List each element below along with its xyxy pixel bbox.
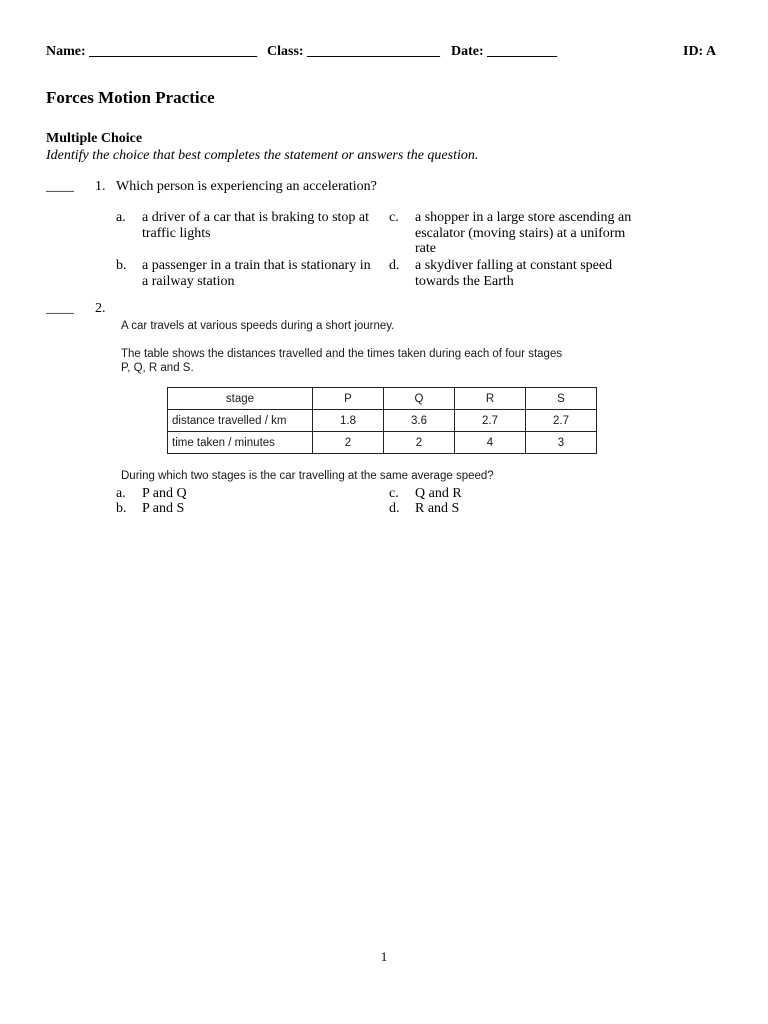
answer-blank[interactable]: ____ — [46, 179, 74, 194]
choice-text-line: a shopper in a large store ascending an — [415, 210, 632, 225]
choice-text-line: towards the Earth — [415, 273, 514, 289]
table-header-cell: R — [455, 388, 526, 410]
worksheet-header — [46, 44, 722, 62]
stage-table — [167, 387, 597, 454]
section-heading: Multiple Choice — [46, 131, 143, 146]
figure-table-intro — [121, 347, 662, 375]
question-number: 2. — [95, 301, 106, 316]
table-row — [168, 410, 597, 432]
table-row — [168, 432, 597, 454]
choice-text: P and S — [142, 501, 185, 516]
choice-text-line: rate — [415, 241, 436, 256]
table-cell: 4 — [455, 432, 526, 454]
question-1 — [46, 179, 722, 294]
choice-b[interactable] — [116, 501, 356, 517]
table-cell: 2 — [384, 432, 455, 454]
choice-d[interactable] — [389, 501, 629, 517]
choice-c[interactable] — [389, 486, 629, 502]
choice-text-line: a railway station — [142, 273, 235, 289]
choice-letter: a. — [116, 486, 126, 501]
table-header-cell: Q — [384, 388, 455, 410]
choice-text-line: a passenger in a train that is stationary in — [142, 258, 371, 273]
table-cell: 2 — [313, 432, 384, 454]
question-stem: Which person is experiencing an acceleration? — [116, 179, 377, 194]
figure-table-intro-line: The table shows the distances travelled and the times taken during each of four stages — [121, 348, 563, 360]
table-cell: 1.8 — [313, 410, 384, 432]
choice-text-line: escalator (moving stairs) at a uniform — [415, 225, 626, 241]
date-field[interactable]: Date: __________ — [451, 44, 558, 59]
figure-table-intro-line: P, Q, R and S. — [121, 362, 194, 374]
question-number: 1. — [95, 179, 106, 194]
page-title: Forces Motion Practice — [46, 88, 215, 107]
table-row-label: distance travelled / km — [168, 410, 313, 432]
choice-a[interactable] — [116, 486, 356, 502]
choice-text-line: a driver of a car that is braking to stop at — [142, 210, 370, 225]
choice-letter: b. — [116, 501, 127, 516]
page-number: 1 — [380, 949, 388, 964]
choice-letter: c. — [389, 486, 399, 501]
table-header-cell: S — [526, 388, 597, 410]
section-instructions: Identify the choice that best completes the statement or answers the question. — [46, 148, 479, 163]
table-cell: 3.6 — [384, 410, 455, 432]
choice-letter: a. — [116, 210, 126, 225]
answer-blank[interactable]: ____ — [46, 301, 74, 316]
choice-letter: d. — [389, 501, 400, 516]
choice-text: Q and R — [415, 486, 462, 501]
choice-text: R and S — [415, 501, 460, 516]
table-header-row — [168, 388, 597, 410]
choice-text-line: a skydiver falling at constant speed — [415, 258, 613, 273]
choice-text-line: traffic lights — [142, 225, 211, 241]
choice-letter: d. — [389, 258, 400, 273]
class-field[interactable]: Class: ___________________ — [267, 44, 441, 59]
table-row-label: time taken / minutes — [168, 432, 313, 454]
choice-letter: b. — [116, 258, 127, 273]
choice-text: P and Q — [142, 486, 187, 501]
table-header-cell: stage — [168, 388, 313, 410]
table-cell: 3 — [526, 432, 597, 454]
id-label: ID: A — [683, 44, 717, 59]
table-cell: 2.7 — [526, 410, 597, 432]
question-2-figure — [116, 316, 669, 486]
figure-intro: A car travels at various speeds during a short journey. — [121, 320, 395, 332]
table-header-cell: P — [313, 388, 384, 410]
figure-question: During which two stages is the car travelling at the same average speed? — [121, 470, 494, 482]
table-cell: 2.7 — [455, 410, 526, 432]
name-field[interactable]: Name: ________________________ — [46, 44, 258, 59]
choice-letter: c. — [389, 210, 399, 225]
